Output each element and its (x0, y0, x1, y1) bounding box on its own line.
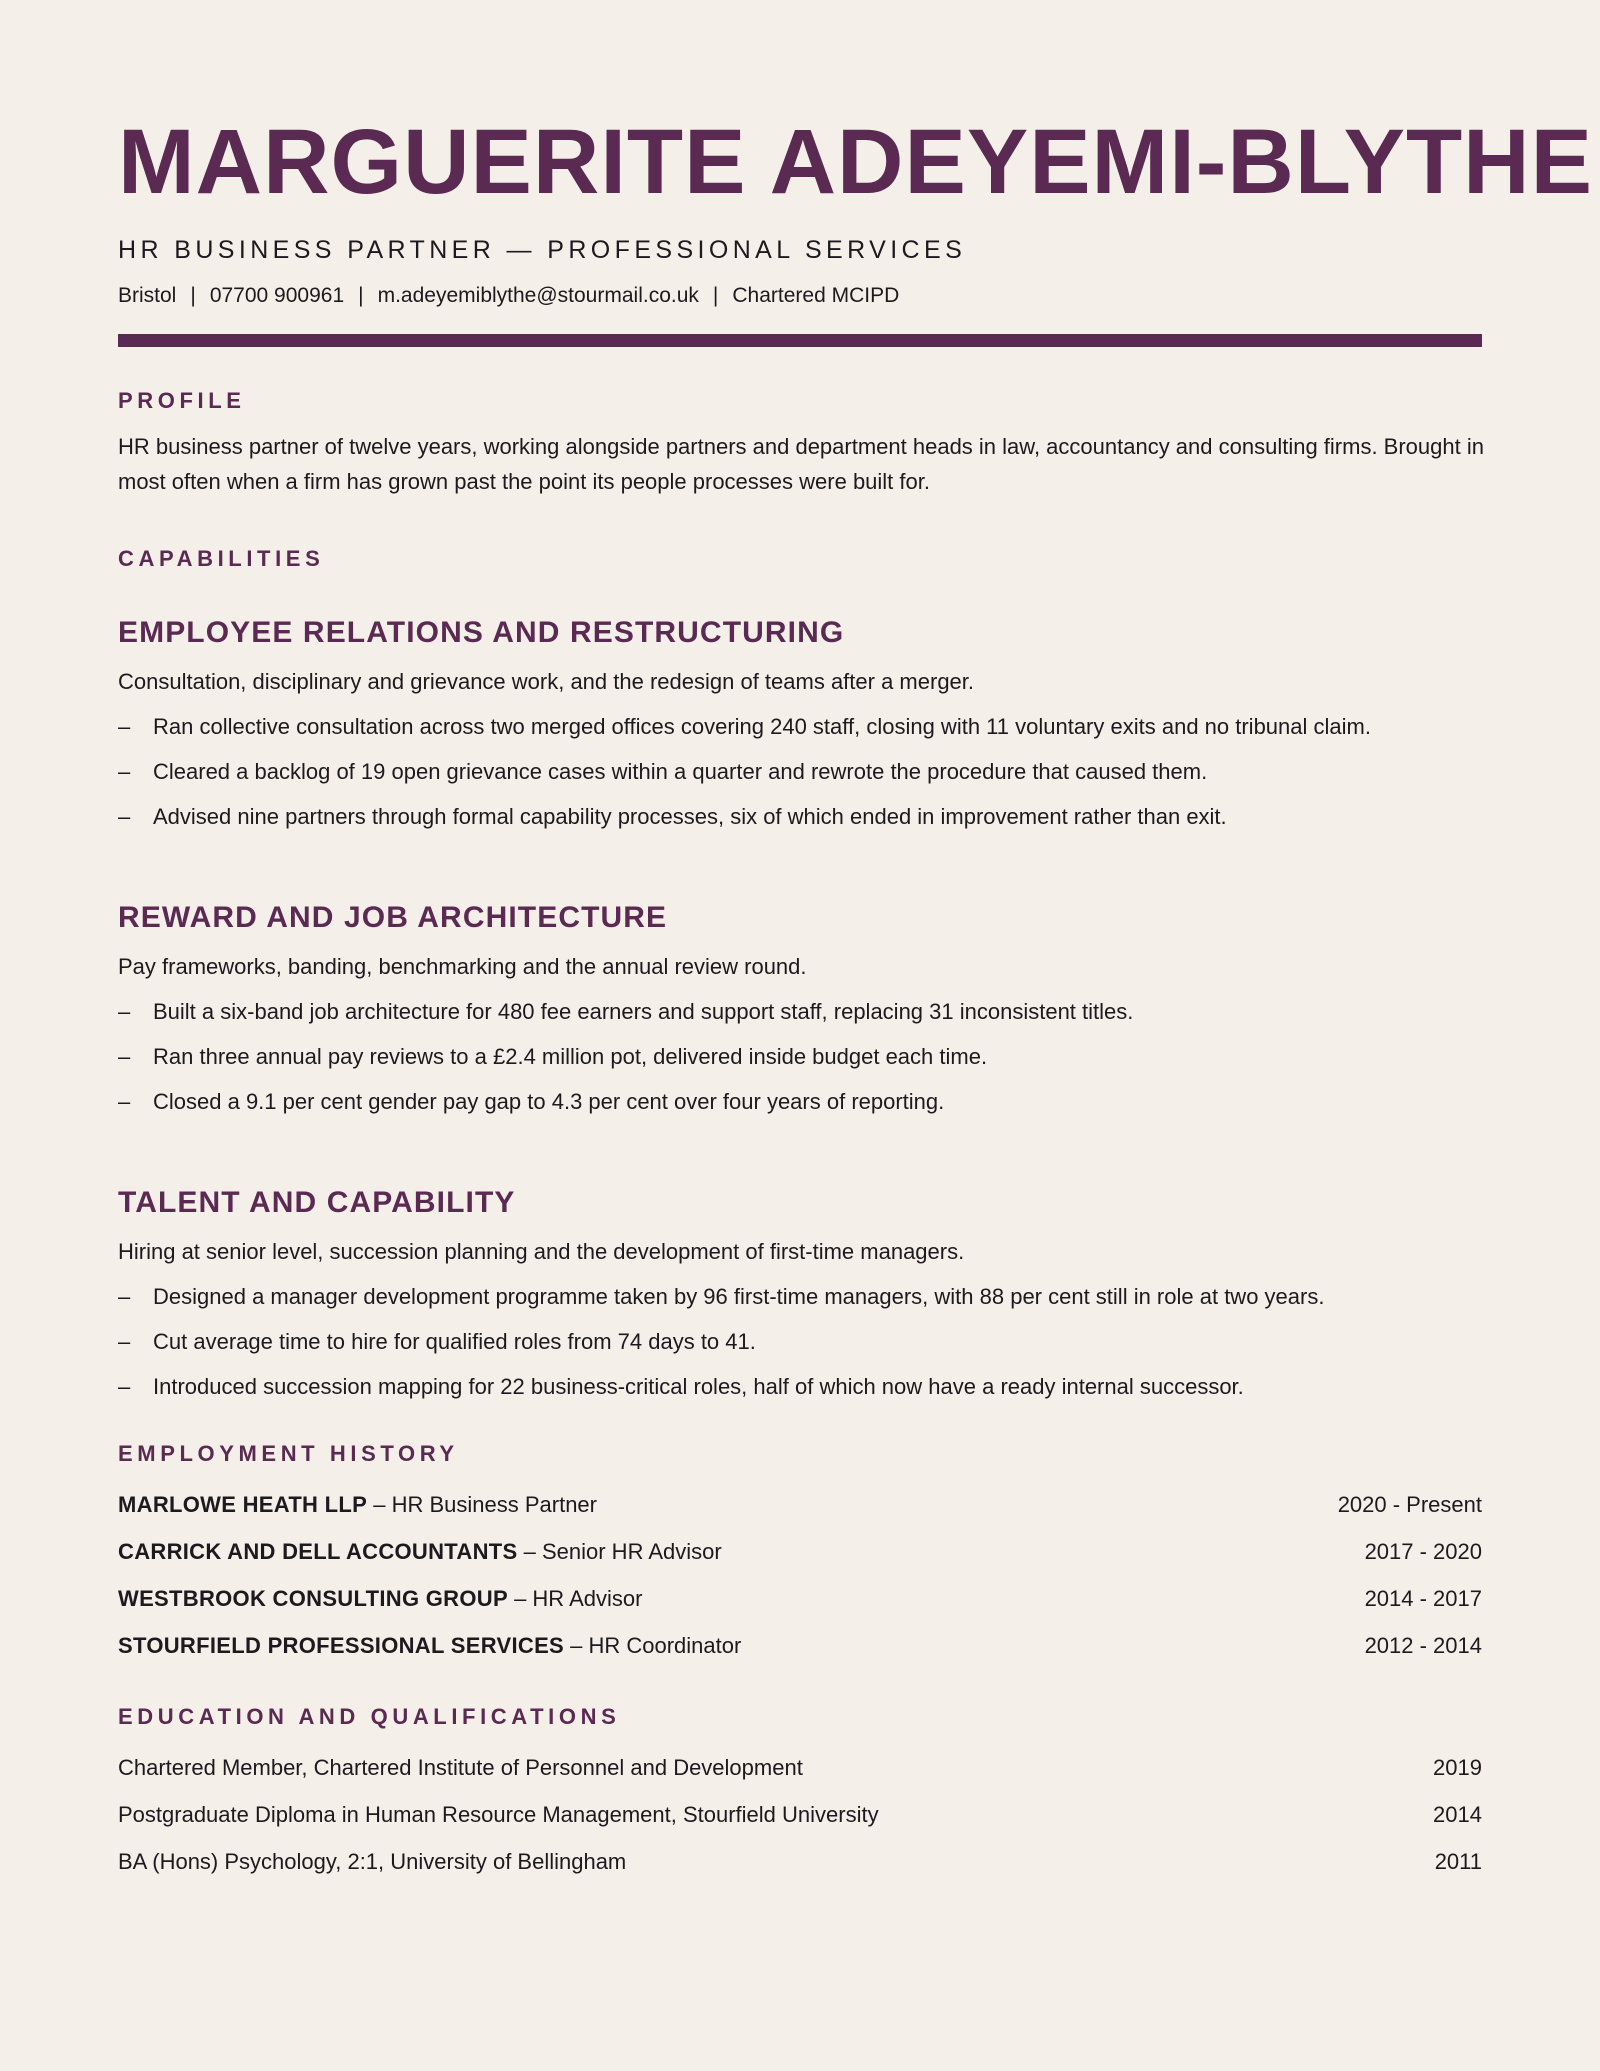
qualification-title: Postgraduate Diploma in Human Resource Management, Stourfield University (118, 1802, 879, 1827)
employment-entry (118, 1584, 642, 1614)
candidate-headline: HR BUSINESS PARTNER — PROFESSIONAL SERVICES (118, 236, 967, 264)
contact-line (118, 282, 1482, 310)
capability-title: REWARD AND JOB ARCHITECTURE (118, 901, 668, 934)
job-dates: 2012 - 2014 (1364, 1633, 1482, 1658)
employment-section (118, 1440, 1482, 1661)
section-heading-education: EDUCATION AND QUALIFICATIONS (118, 1704, 621, 1729)
employment-entry (118, 1490, 597, 1520)
employment-entry (118, 1537, 722, 1567)
capability-bullets (118, 1282, 1482, 1402)
bullet-item (118, 1042, 1482, 1072)
capability-bullets (118, 712, 1482, 832)
bullet-marker: – (118, 714, 131, 739)
bullet-marker: – (118, 1284, 131, 1309)
employment-row (118, 1584, 1482, 1614)
role-separator: – (507, 1586, 533, 1611)
company-name: MARLOWE HEATH LLP (118, 1492, 368, 1517)
bullet-text: Closed a 9.1 per cent gender pay gap to 4.3 per cent over four years of reporting. (153, 1089, 945, 1114)
bullet-item (118, 712, 1482, 742)
section-heading-employment: EMPLOYMENT HISTORY (118, 1441, 459, 1466)
section-heading-capabilities: CAPABILITIES (118, 546, 325, 571)
bullet-text: Ran collective consultation across two merged offices covering 240 staff, closing with 11 voluntary exits and no tribunal claim. (153, 714, 1371, 739)
capability-description: Consultation, disciplinary and grievance work, and the redesign of teams after a merger. (118, 669, 975, 694)
employment-entry (118, 1631, 741, 1661)
resume-header (118, 111, 1593, 347)
qualification-year: 2011 (1434, 1849, 1482, 1874)
contact-email: m.adeyemiblythe@stourmail.co.uk (377, 284, 699, 307)
bullet-text: Ran three annual pay reviews to a £2.4 million pot, delivered inside budget each time. (153, 1044, 988, 1069)
education-row (118, 1800, 1482, 1830)
qualification-title: BA (Hons) Psychology, 2:1, University of Bellingham (118, 1849, 627, 1874)
contact-separator: | (358, 284, 364, 307)
bullet-marker: – (118, 1044, 131, 1069)
role-separator: – (367, 1492, 392, 1517)
employment-row (118, 1537, 1482, 1567)
education-list (118, 1753, 1482, 1877)
bullet-marker: – (118, 999, 131, 1024)
company-name: CARRICK AND DELL ACCOUNTANTS (118, 1539, 518, 1564)
capability-description: Pay frameworks, banding, benchmarking and the annual review round. (118, 954, 807, 979)
company-name: WESTBROOK CONSULTING GROUP (118, 1586, 508, 1611)
bullet-marker: – (118, 804, 131, 829)
bullet-text: Built a six-band job architecture for 480 fee earners and support staff, replacing 31 inconsistent titles. (153, 999, 1134, 1024)
job-dates: 2020 - Present (1337, 1492, 1482, 1517)
employment-row (118, 1490, 1482, 1520)
job-dates: 2014 - 2017 (1364, 1586, 1482, 1611)
qualification-year: 2014 (1433, 1802, 1482, 1827)
capability-description: Hiring at senior level, succession planning and the development of first-time managers. (118, 1239, 965, 1264)
capability-bullets (118, 997, 1482, 1117)
bullet-marker: – (118, 1374, 131, 1399)
bullet-text: Cut average time to hire for qualified roles from 74 days to 41. (153, 1329, 756, 1354)
qualification-title: Chartered Member, Chartered Institute of Personnel and Development (118, 1755, 803, 1780)
capability-group (118, 615, 1482, 832)
profile-section (118, 387, 1482, 499)
role-separator: – (564, 1633, 589, 1658)
education-section (118, 1703, 1482, 1877)
bullet-text: Introduced succession mapping for 22 business-critical roles, half of which now have a ready internal successor. (153, 1374, 1244, 1399)
qualification-year: 2019 (1433, 1755, 1482, 1780)
bullet-text: Advised nine partners through formal capability processes, six of which ended in improvement rather than exit. (153, 804, 1227, 829)
bullet-text: Designed a manager development programme taken by 96 first-time managers, with 88 per cent still in role at two years. (153, 1284, 1325, 1309)
contact-separator: | (190, 284, 196, 307)
bullet-item (118, 757, 1482, 787)
bullet-item (118, 997, 1482, 1027)
bullet-item (118, 1372, 1482, 1402)
capabilities-section (118, 545, 1482, 1402)
contact-credential: Chartered MCIPD (732, 284, 900, 307)
section-heading-profile: PROFILE (118, 388, 246, 413)
bullet-item (118, 1327, 1482, 1357)
capability-group (118, 900, 1482, 1117)
capability-title: EMPLOYEE RELATIONS AND RESTRUCTURING (118, 616, 845, 649)
job-role: HR Coordinator (588, 1633, 742, 1658)
job-role: HR Business Partner (391, 1492, 597, 1517)
capability-group (118, 1185, 1482, 1402)
education-row (118, 1753, 1482, 1783)
employment-list (118, 1490, 1482, 1661)
bullet-marker: – (118, 759, 131, 784)
contact-separator: | (712, 284, 719, 307)
bullet-marker: – (118, 1089, 131, 1114)
role-separator: – (517, 1539, 542, 1564)
profile-text: HR business partner of twelve years, working alongside partners and department heads in law, accountancy and consulting firms. Brought in most often when a firm has grown past the point its people processes were built for. (118, 434, 1484, 494)
bullet-marker: – (118, 1329, 131, 1354)
education-row (118, 1847, 1482, 1877)
header-divider (118, 334, 1482, 347)
job-role: HR Advisor (532, 1586, 643, 1611)
capability-title: TALENT AND CAPABILITY (118, 1186, 516, 1219)
bullet-item (118, 1087, 1482, 1117)
job-role: Senior HR Advisor (541, 1539, 722, 1564)
employment-row (118, 1631, 1482, 1661)
job-dates: 2017 - 2020 (1364, 1539, 1482, 1564)
contact-phone: 07700 900961 (209, 284, 345, 307)
bullet-item (118, 1282, 1482, 1312)
candidate-name: MARGUERITE ADEYEMI-BLYTHE (118, 111, 1593, 213)
bullet-item (118, 802, 1482, 832)
bullet-text: Cleared a backlog of 19 open grievance cases within a quarter and rewrote the procedure that caused them. (153, 759, 1208, 784)
company-name: STOURFIELD PROFESSIONAL SERVICES (118, 1633, 565, 1658)
contact-location: Bristol (118, 284, 177, 307)
